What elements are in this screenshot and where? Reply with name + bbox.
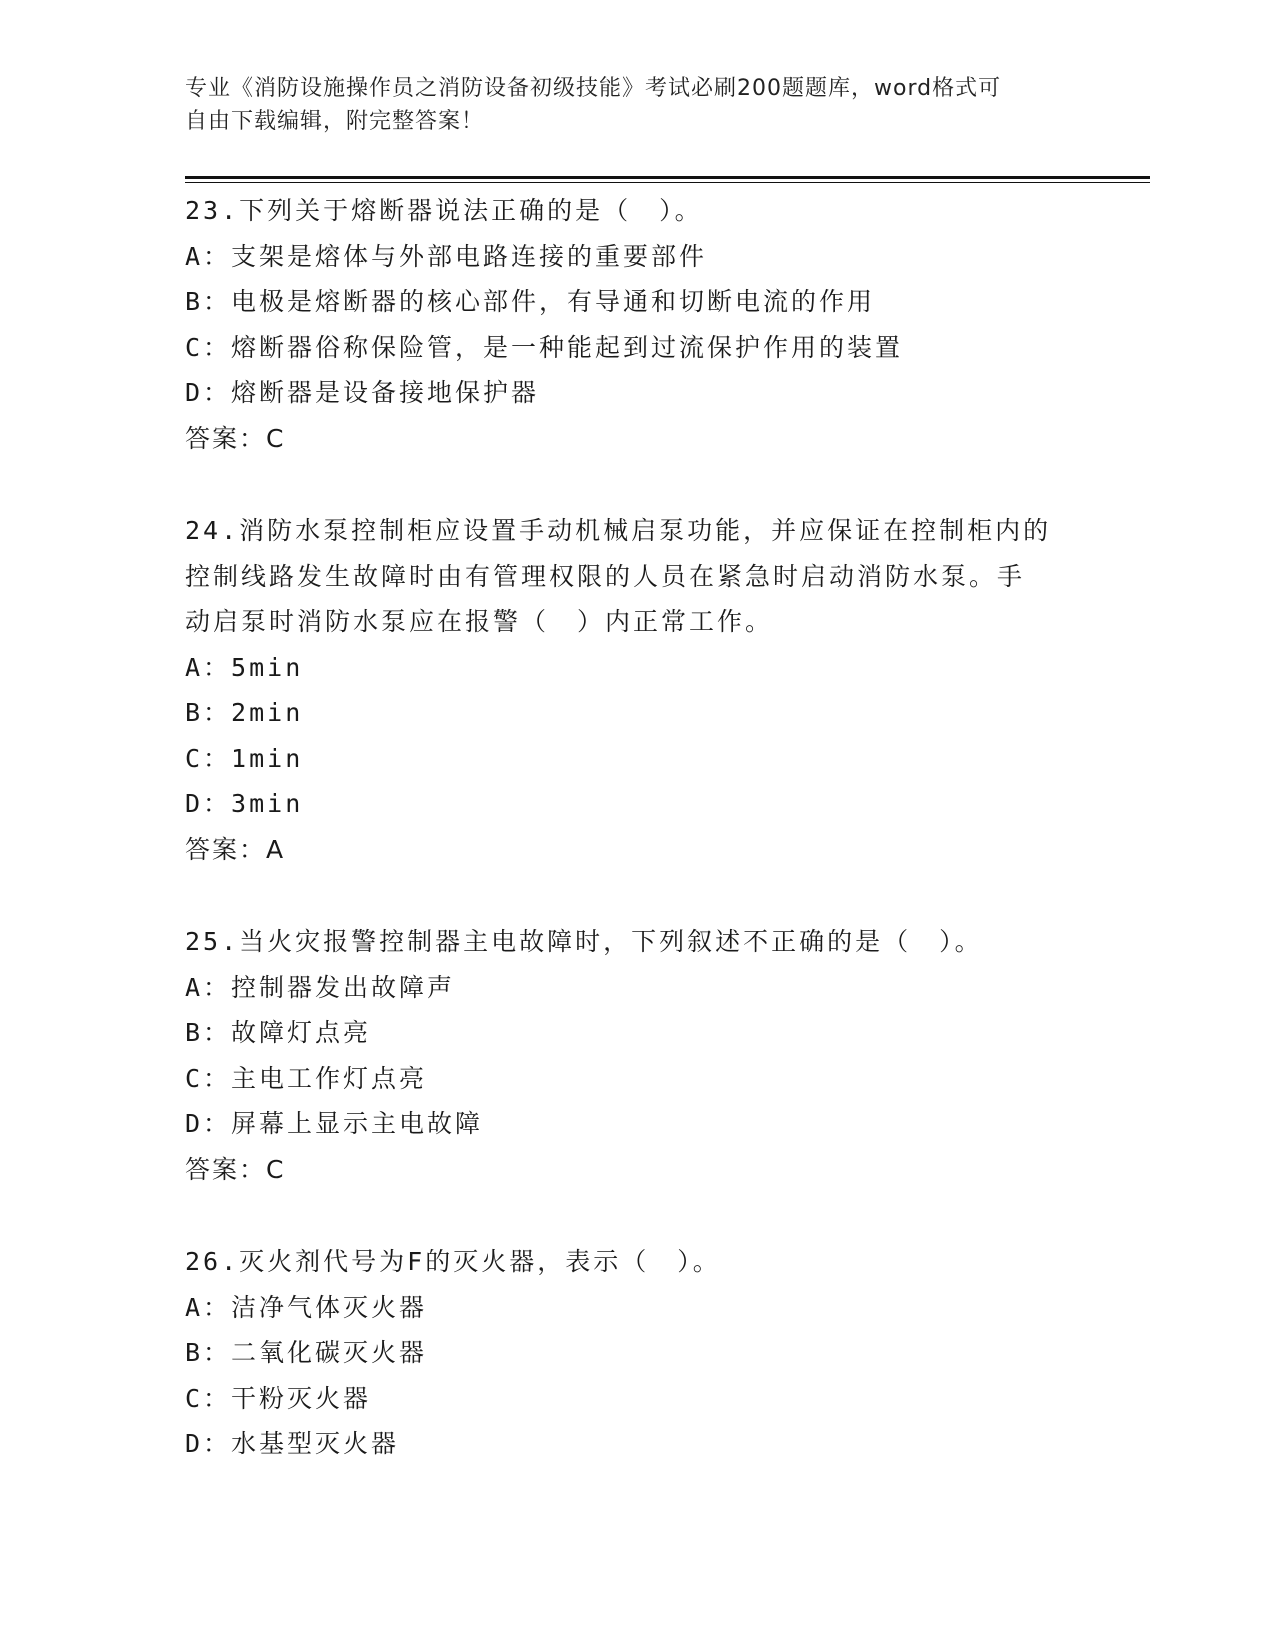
answer-line: 答案：A (185, 834, 286, 864)
option-b: B：二氧化碳灭火器 (185, 1338, 428, 1367)
header-line-2: 自由下载编辑，附完整答案！ (185, 109, 485, 134)
question-stem-line-2: 控制线路发生故障时由有管理权限的人员在紧急时启动消防水泵。手 (185, 561, 1026, 591)
option-c: C：主电工作灯点亮 (185, 1063, 428, 1093)
option-d: D：水基型灭火器 (185, 1429, 400, 1458)
option-d: D：熔断器是设备接地保护器 (185, 378, 540, 407)
option-d: D：3min (185, 789, 304, 818)
question-stem: 25.当火灾报警控制器主电故障时，下列叙述不正确的是（ ）。 (185, 927, 983, 956)
header-divider-thick (185, 176, 1150, 179)
option-c: C：干粉灭火器 (185, 1383, 372, 1413)
option-c: C：1min (185, 743, 304, 773)
question-stem: 23.下列关于熔断器说法正确的是（ ）。 (185, 196, 703, 225)
option-b: B：2min (185, 698, 304, 727)
option-d: D：屏幕上显示主电故障 (185, 1109, 484, 1138)
header-divider-thin (185, 182, 1150, 183)
option-b: B：故障灯点亮 (185, 1018, 372, 1047)
question-stem-line-1: 24.消防水泵控制柜应设置手动机械启泵功能，并应保证在控制柜内的 (185, 516, 1052, 545)
document-header (185, 72, 1065, 138)
answer-line: 答案：C (185, 423, 286, 453)
option-a: A：控制器发出故障声 (185, 972, 456, 1002)
option-c: C：熔断器俗称保险管，是一种能起到过流保护作用的装置 (185, 332, 904, 362)
question-stem-line-3: 动启泵时消防水泵应在报警（ ）内正常工作。 (185, 607, 774, 636)
question-23 (185, 188, 1085, 461)
header-line-1: 专业《消防设施操作员之消防设备初级技能》考试必刷200题题库，word格式可 (185, 76, 1002, 101)
question-list (185, 188, 1085, 1467)
question-stem: 26.灭火剂代号为F的灭火器，表示（ ）。 (185, 1247, 721, 1276)
question-25 (185, 919, 1085, 1192)
answer-line: 答案：C (185, 1154, 286, 1184)
question-24 (185, 508, 1085, 872)
option-a: A：5min (185, 652, 304, 682)
option-a: A：洁净气体灭火器 (185, 1292, 428, 1322)
option-a: A：支架是熔体与外部电路连接的重要部件 (185, 241, 708, 271)
question-26 (185, 1239, 1085, 1467)
option-b: B：电极是熔断器的核心部件，有导通和切断电流的作用 (185, 287, 876, 316)
